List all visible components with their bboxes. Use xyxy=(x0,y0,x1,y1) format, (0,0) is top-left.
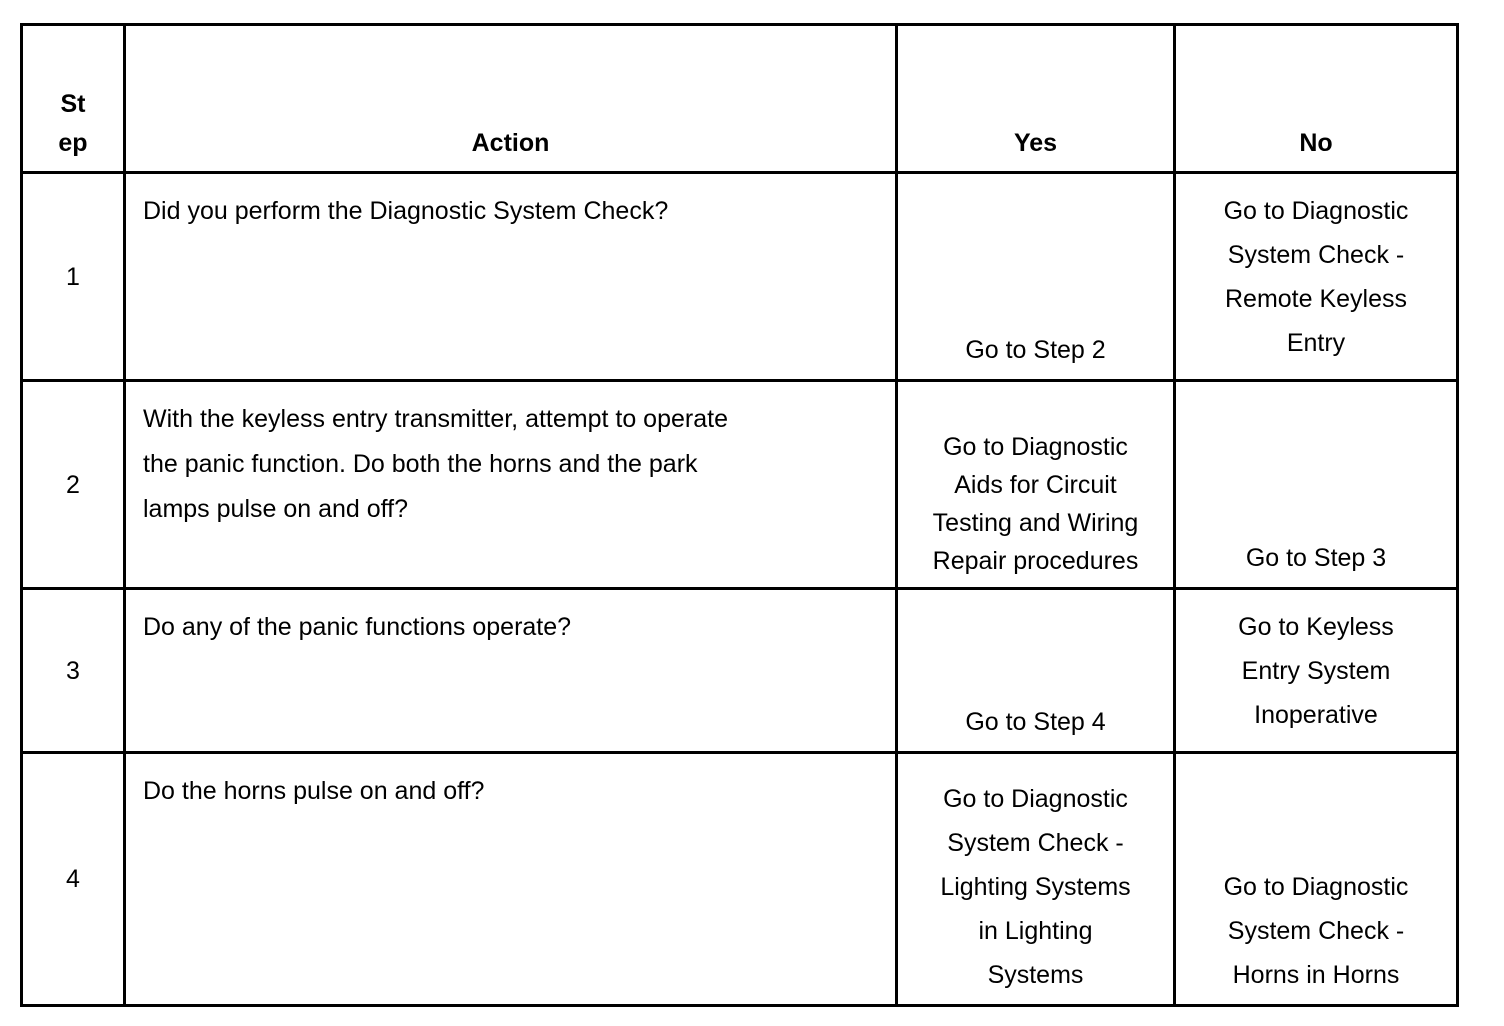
action-text xyxy=(125,381,897,589)
no-line: Go to Diagnostic xyxy=(1223,197,1409,225)
header-no: No xyxy=(1175,25,1458,173)
header-action: Action xyxy=(125,25,897,173)
table-row xyxy=(22,753,1458,1006)
yes-line: Go to Step 4 xyxy=(965,708,1106,736)
no-cell xyxy=(1175,589,1458,753)
header-yes: Yes xyxy=(897,25,1175,173)
no-cell xyxy=(1175,753,1458,1006)
no-line: Go to Diagnostic xyxy=(1223,873,1409,901)
no-line: Go to Keyless xyxy=(1238,613,1394,641)
header-step-line-2: ep xyxy=(58,129,88,157)
yes-line: Go to Diagnostic xyxy=(943,433,1128,461)
yes-line: Lighting Systems xyxy=(940,873,1131,901)
yes-line: System Check - xyxy=(947,829,1124,857)
table-header-row xyxy=(22,25,1458,173)
yes-line: Aids for Circuit xyxy=(954,471,1117,499)
yes-line: Systems xyxy=(987,961,1084,989)
no-line: Remote Keyless xyxy=(1224,285,1408,313)
yes-line: Repair procedures xyxy=(932,547,1139,575)
action-line: With the keyless entry transmitter, attempt to operate xyxy=(143,405,728,433)
action-line: lamps pulse on and off? xyxy=(143,495,409,523)
action-text: Do any of the panic functions operate? xyxy=(125,589,897,753)
step-number: 3 xyxy=(22,589,125,753)
yes-cell xyxy=(897,589,1175,753)
yes-line: in Lighting xyxy=(978,917,1093,945)
table-row xyxy=(22,381,1458,589)
step-number: 2 xyxy=(22,381,125,589)
step-number: 1 xyxy=(22,173,125,381)
no-line: Go to Step 3 xyxy=(1245,544,1387,572)
header-step-line-1: St xyxy=(60,90,86,118)
table-row xyxy=(22,173,1458,381)
yes-cell xyxy=(897,381,1175,589)
action-line: the panic function. Do both the horns and the park xyxy=(143,450,698,478)
action-text: Do the horns pulse on and off? xyxy=(125,753,897,1006)
table-row xyxy=(22,589,1458,753)
no-line: Entry xyxy=(1286,329,1346,357)
diagnostic-table xyxy=(20,23,1459,1007)
yes-cell xyxy=(897,753,1175,1006)
no-cell xyxy=(1175,381,1458,589)
yes-line: Go to Diagnostic xyxy=(943,785,1128,813)
yes-line: Go to Step 2 xyxy=(965,336,1106,364)
yes-cell xyxy=(897,173,1175,381)
yes-line: Testing and Wiring xyxy=(932,509,1139,537)
no-line: System Check - xyxy=(1227,917,1405,945)
header-step xyxy=(22,25,125,173)
no-line: Horns in Horns xyxy=(1232,961,1400,989)
no-line: System Check - xyxy=(1227,241,1405,269)
no-line: Entry System xyxy=(1241,657,1391,685)
no-line: Inoperative xyxy=(1254,701,1378,729)
no-cell xyxy=(1175,173,1458,381)
step-number: 4 xyxy=(22,753,125,1006)
action-text: Did you perform the Diagnostic System Check? xyxy=(125,173,897,381)
